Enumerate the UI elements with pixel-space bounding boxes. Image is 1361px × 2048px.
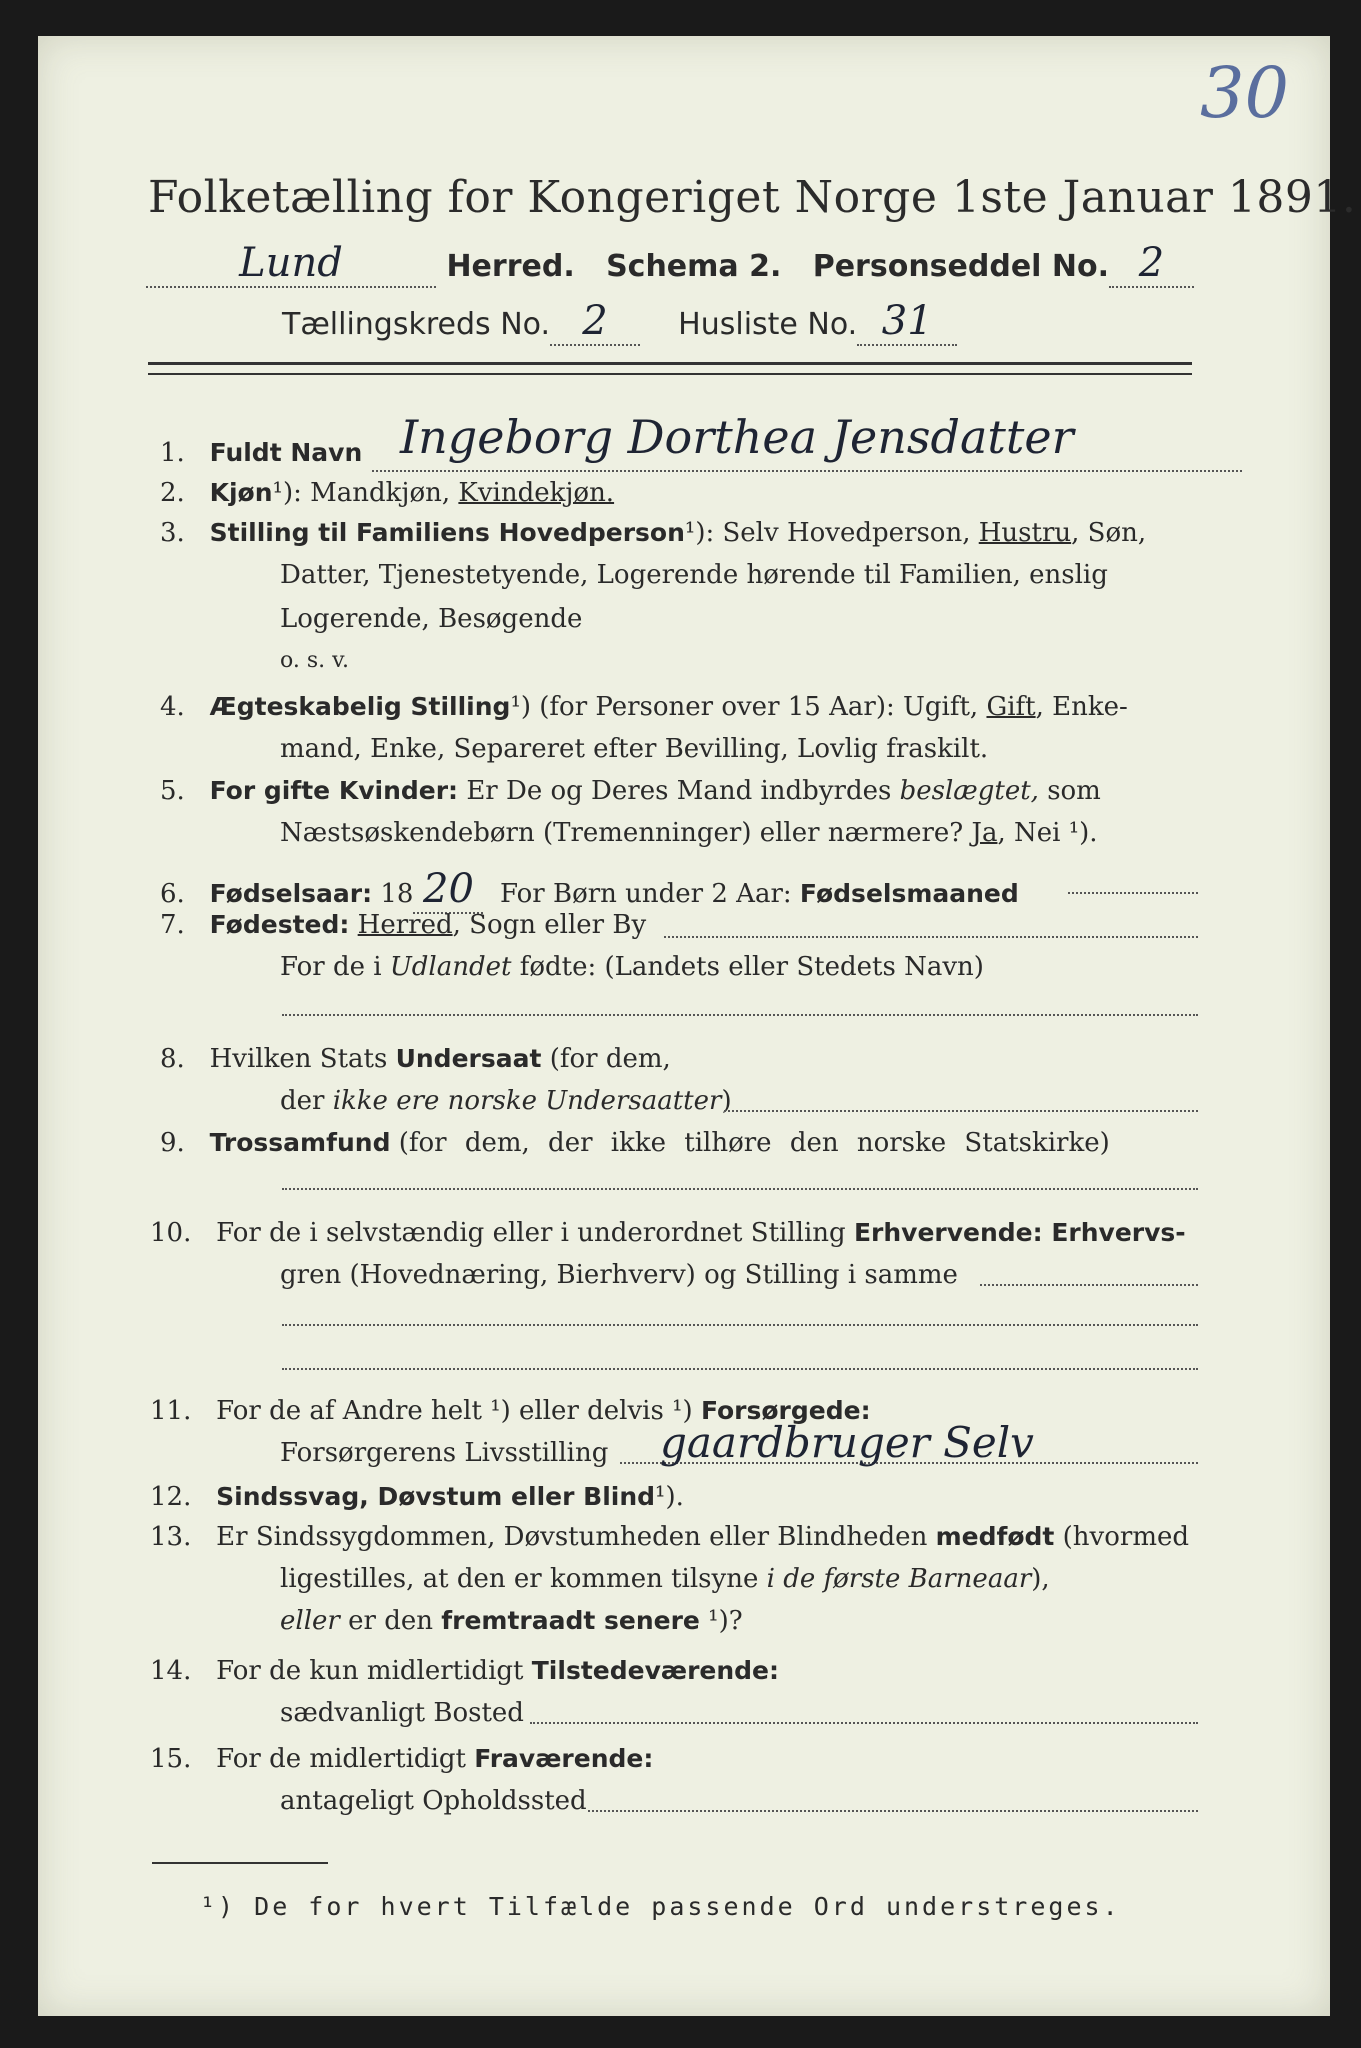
provider-occupation-value: gaardbruger Selv bbox=[660, 1418, 1034, 1467]
birth-year-value: 20 bbox=[413, 866, 483, 914]
item-text: For de kun midlertidigt bbox=[216, 1656, 524, 1686]
item-number: 7. bbox=[160, 910, 185, 940]
selected-option: Herred bbox=[357, 910, 453, 940]
item-label: Kjøn bbox=[209, 478, 273, 507]
item-3-line4: o. s. v. bbox=[280, 648, 349, 673]
item-label: Trossamfund bbox=[209, 1128, 391, 1157]
item-label: For gifte Kvinder: bbox=[209, 776, 459, 805]
item-3-line2: Datter, Tjenestetyende, Logerende hørende til Familien, enslig bbox=[280, 560, 1108, 590]
personseddel-label: Personseddel No. bbox=[812, 249, 1110, 284]
item-number: 8. bbox=[160, 1044, 185, 1074]
husliste-label: Husliste No. bbox=[678, 307, 858, 342]
item-number: 9. bbox=[160, 1128, 185, 1158]
item-number: 11. bbox=[150, 1396, 192, 1426]
item-number: 14. bbox=[150, 1656, 192, 1686]
item-text: (for dem, der ikke tilhøre den norske Statskirke) bbox=[398, 1128, 1110, 1158]
item-4 bbox=[160, 692, 1128, 722]
item-text: , Enke- bbox=[1035, 692, 1128, 722]
item-8-line2 bbox=[280, 1086, 732, 1116]
item-label: Tilstedeværende: bbox=[531, 1656, 780, 1685]
month-dotline bbox=[1068, 892, 1198, 894]
item-12 bbox=[150, 1482, 684, 1512]
birthplace-dotline bbox=[664, 936, 1198, 938]
item-13 bbox=[150, 1522, 1189, 1552]
header-rule-top bbox=[148, 362, 1192, 365]
item-5-line2 bbox=[280, 818, 1098, 848]
citizenship-dotline bbox=[724, 1110, 1198, 1112]
item-number: 13. bbox=[150, 1522, 192, 1552]
item-italic: i de første Barneaar bbox=[766, 1564, 1032, 1594]
item-6 bbox=[160, 866, 1019, 914]
item-label: Fuldt Navn bbox=[209, 438, 363, 467]
item-text: ¹). bbox=[655, 1482, 684, 1512]
item-number: 6. bbox=[160, 879, 185, 909]
item-8 bbox=[160, 1044, 671, 1074]
item-number: 2. bbox=[160, 478, 185, 508]
item-text: som bbox=[1047, 776, 1101, 806]
item-15-line2: antageligt Opholdssted bbox=[280, 1786, 587, 1816]
selected-option: Gift bbox=[986, 692, 1036, 722]
item-text: Næstsøskendebørn (Tremenninger) eller nærmere? bbox=[280, 818, 964, 848]
item-text: For Børn under 2 Aar: bbox=[500, 879, 792, 909]
item-label: fremtraadt senere bbox=[441, 1606, 700, 1635]
item-15 bbox=[150, 1744, 653, 1774]
item-text: ligestilles, at den er kommen tilsyne bbox=[280, 1564, 759, 1594]
footnote-rule bbox=[152, 1862, 328, 1864]
item-italic: eller bbox=[280, 1606, 340, 1636]
item-label: Forsørgede: bbox=[700, 1396, 871, 1425]
name-dotline bbox=[372, 470, 1242, 472]
item-label: medfødt bbox=[935, 1522, 1055, 1551]
selected-option: Kvindekjøn. bbox=[458, 478, 615, 508]
item-label: Ægteskabelig Stilling bbox=[209, 692, 511, 721]
item-1 bbox=[160, 438, 362, 468]
item-text: ¹): Mandkjøn, bbox=[272, 478, 451, 508]
item-text: , Søn, bbox=[1071, 518, 1147, 548]
item-label: Stilling til Familiens Hovedperson bbox=[209, 518, 685, 547]
item-text: For de i bbox=[280, 952, 382, 982]
item-2 bbox=[160, 478, 614, 508]
item-number: 4. bbox=[160, 692, 185, 722]
item-text: , Nei ¹). bbox=[997, 818, 1098, 848]
religion-dotline bbox=[282, 1188, 1198, 1190]
item-text: ), bbox=[1031, 1564, 1050, 1594]
item-3-line3: Logerende, Besøgende bbox=[280, 604, 583, 634]
item-number: 3. bbox=[160, 518, 185, 548]
kreds-value: 2 bbox=[550, 298, 640, 346]
item-text: For de midlertidigt bbox=[216, 1744, 466, 1774]
item-text: Er De og Deres Mand indbyrdes bbox=[466, 776, 892, 806]
item-label: Fødselsaar: bbox=[209, 879, 373, 908]
year-prefix: 18 bbox=[380, 879, 414, 909]
item-7 bbox=[160, 910, 646, 940]
item-13-line3 bbox=[280, 1606, 743, 1636]
occupation-dotline-2 bbox=[282, 1324, 1198, 1326]
kreds-label: Tællingskreds No. bbox=[282, 307, 550, 342]
item-number: 10. bbox=[150, 1218, 192, 1248]
item-text: (for dem, bbox=[549, 1044, 671, 1074]
kreds-line bbox=[282, 298, 957, 346]
item-4-line2: mand, Enke, Separeret efter Bevilling, Lovlig fraskilt. bbox=[280, 734, 989, 764]
personseddel-value: 2 bbox=[1109, 240, 1194, 288]
item-13-line2 bbox=[280, 1564, 1050, 1594]
item-10 bbox=[150, 1218, 1186, 1248]
herred-label: Herred. bbox=[446, 249, 575, 284]
item-text: er den bbox=[348, 1606, 433, 1636]
item-7-line2 bbox=[280, 952, 984, 982]
selected-option: Hustru bbox=[978, 518, 1072, 548]
abode-dotline bbox=[588, 1810, 1198, 1812]
page-number: 30 bbox=[1200, 52, 1290, 134]
herred-value: Lund bbox=[146, 240, 436, 288]
residence-dotline bbox=[530, 1722, 1198, 1724]
item-text: For de af Andre helt ¹) eller delvis ¹) bbox=[216, 1396, 693, 1426]
occupation-dotline-1 bbox=[980, 1284, 1198, 1286]
item-text: ¹)? bbox=[708, 1606, 743, 1636]
selected-option: Ja bbox=[971, 818, 998, 848]
item-text: der bbox=[280, 1086, 325, 1116]
item-number: 5. bbox=[160, 776, 185, 806]
item-10-line2: gren (Hovednæring, Bierhverv) og Stilling i samme bbox=[280, 1260, 958, 1290]
item-9 bbox=[160, 1128, 1200, 1158]
item-label: Fraværende: bbox=[474, 1744, 654, 1773]
item-11-line2: Forsørgerens Livsstilling bbox=[280, 1438, 609, 1468]
item-label: Fødselsmaaned bbox=[799, 879, 1019, 908]
item-text: ¹): Selv Hovedperson, bbox=[684, 518, 971, 548]
full-name-value: Ingeborg Dorthea Jensdatter bbox=[400, 410, 1074, 464]
item-label: Undersaat bbox=[395, 1044, 542, 1073]
item-14 bbox=[150, 1656, 779, 1686]
item-text: Hvilken Stats bbox=[209, 1044, 388, 1074]
form-title: Folketælling for Kongeriget Norge 1ste Januar 1891. bbox=[148, 172, 1357, 223]
herred-line bbox=[146, 240, 1194, 288]
item-number: 12. bbox=[150, 1482, 192, 1512]
item-label: Fødested: bbox=[209, 910, 350, 939]
item-number: 1. bbox=[160, 438, 185, 468]
item-text: (hvormed bbox=[1062, 1522, 1189, 1552]
item-italic: beslægtet, bbox=[899, 776, 1039, 806]
schema-label: Schema 2. bbox=[606, 249, 782, 284]
item-text: Er Sindssygdommen, Døvstumheden eller Blindheden bbox=[216, 1522, 928, 1552]
item-label: Erhvervende: Erhvervs- bbox=[853, 1218, 1186, 1247]
item-text: , Sogn eller By bbox=[452, 910, 647, 940]
item-5 bbox=[160, 776, 1101, 806]
item-text: For de i selvstændig eller i underordnet Stilling bbox=[216, 1218, 846, 1248]
foreign-dotline bbox=[282, 1014, 1198, 1016]
item-italic: ikke ere norske Undersaatter bbox=[332, 1086, 722, 1116]
item-14-line2: sædvanligt Bosted bbox=[280, 1698, 524, 1728]
header-rule-bottom bbox=[148, 373, 1192, 375]
item-text: fødte: (Landets eller Stedets Navn) bbox=[519, 952, 984, 982]
occupation-dotline-3 bbox=[282, 1368, 1198, 1370]
item-italic: Udlandet bbox=[389, 952, 512, 982]
item-text: ¹) (for Personer over 15 Aar): Ugift, bbox=[510, 692, 979, 722]
footnote: ¹) De for hvert Tilfælde passende Ord understreges. bbox=[200, 1892, 1121, 1921]
item-text: ) bbox=[721, 1086, 732, 1116]
item-label: Sindssvag, Døvstum eller Blind bbox=[216, 1482, 656, 1511]
item-3 bbox=[160, 518, 1146, 548]
item-number: 15. bbox=[150, 1744, 192, 1774]
husliste-value: 31 bbox=[857, 298, 957, 346]
